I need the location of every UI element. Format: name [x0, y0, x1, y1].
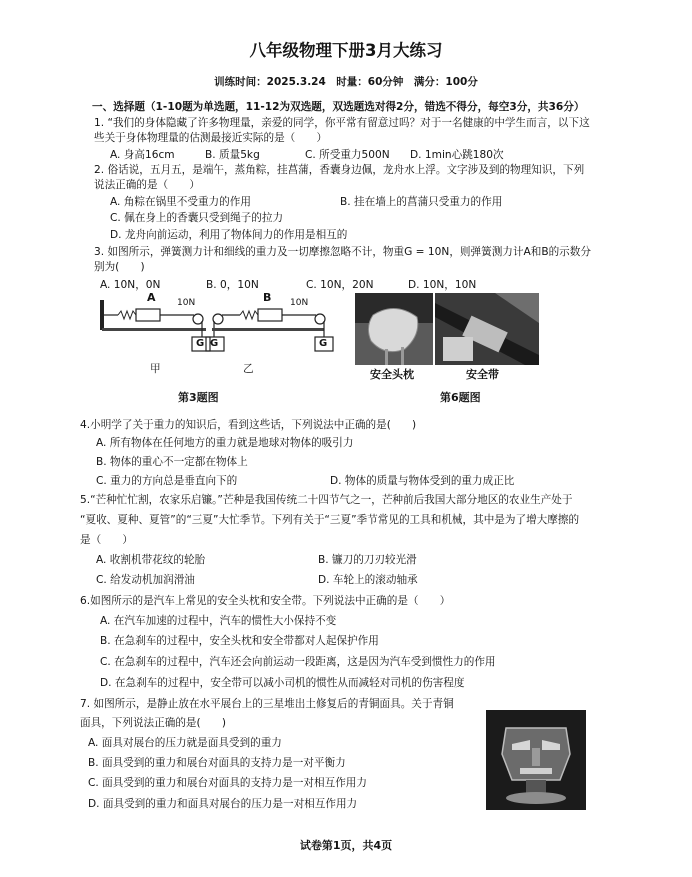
photo-right-caption: 安全带: [466, 368, 499, 381]
exam-info: 训练时间：2025.3.24 时量：60分钟 满分：100分: [214, 76, 478, 88]
q5-stem-line1: 5.“芒种忙忙割，农家乐启镰。”芒种是我国传统二十四节气之一，芒种前后我国大部分地区的农业生产处于: [80, 494, 573, 506]
q4-option-a: A. 所有物体在任何地方的重力就是地球对物体的吸引力: [96, 437, 354, 449]
q7-option-b: B. 面具受到的重力和展台对面具的支持力是一对平衡力: [88, 757, 346, 769]
q6-option-b: B. 在急刹车的过程中，安全头枕和安全带都对人起保护作用: [100, 635, 379, 647]
q2-option-b: B. 挂在墙上的菖蒲只受重力的作用: [340, 196, 503, 208]
q5-option-d: D. 车轮上的滚动轴承: [318, 574, 418, 586]
q3-option-b: B. 0，10N: [206, 279, 259, 291]
q1-option-a: A. 身高16cm: [110, 149, 175, 161]
q7-stem-line2: 面具，下列说法正确的是( ): [80, 717, 226, 729]
q6-stem: 6.如图所示的是汽车上常见的安全头枕和安全带。下列说法中正确的是（ ）: [80, 595, 451, 607]
weight-label-2: G: [210, 338, 219, 349]
left-caption: 甲: [150, 363, 161, 375]
q5-option-c: C. 给发动机加润滑油: [96, 574, 195, 586]
fig3-caption: 第3题图: [178, 391, 219, 404]
q5-stem-line2: “夏收、夏种、夏管”的“三夏”大忙季节。下列有关于“三夏”季节常见的工具和机械，其中是为了增大摩擦的: [80, 514, 580, 526]
q7-option-a: A. 面具对展台的压力就是面具受到的重力: [88, 737, 282, 749]
q3-option-d: D. 10N，10N: [408, 279, 477, 291]
right-caption: 乙: [243, 363, 254, 375]
weight-label-1: G: [196, 338, 205, 349]
q1-stem-line1: 1. “我们的身体隐藏了许多物理量，亲爱的同学，你平常有留意过吗？对于一名健康的中学生而言，以下这: [94, 117, 590, 129]
bronze-mask-photo: [486, 710, 586, 810]
q6-option-d: D. 在急刹车的过程中，安全带可以减小司机的惯性从而减轻对司机的伤害程度: [100, 677, 465, 689]
weight-label-3: G: [319, 338, 328, 349]
q2-option-a: A. 角粽在锅里不受重力的作用: [110, 196, 251, 208]
q7-option-c: C. 面具受到的重力和展台对面具的支持力是一对相互作用力: [88, 777, 367, 789]
q1-option-c: C. 所受重力500N: [305, 149, 390, 161]
q6-option-a: A. 在汽车加速的过程中，汽车的惯性大小保持不变: [100, 615, 337, 627]
q4-stem: 4.小明学了关于重力的知识后，看到这些话，下列说法中正确的是( ): [80, 419, 417, 431]
q3-stem-line1: 3. 如图所示，弹簧测力计和细线的重力及一切摩擦忽略不计，物重G = 10N，则弹簧测力计A和B的示数分: [94, 246, 591, 258]
q6-option-c: C. 在急刹车的过程中，汽车还会向前运动一段距离，这是因为汽车受到惯性力的作用: [100, 656, 496, 668]
q2-stem-line2: 说法正确的是（ ）: [94, 179, 200, 191]
q3-option-c: C. 10N，20N: [306, 279, 374, 291]
q2-option-c: C. 佩在身上的香囊只受到绳子的拉力: [110, 212, 284, 224]
q7-stem-line1: 7. 如图所示，是静止放在水平展台上的三星堆出土修复后的青铜面具。关于青铜: [80, 698, 454, 710]
q2-stem-line1: 2. 俗话说，五月五，是端午，蒸角粽，挂菖蒲，香囊身边佩，龙舟水上浮。文字涉及到的物理知识，下列: [94, 164, 585, 176]
reading-label-a: 10N: [177, 298, 196, 308]
page-footer: 试卷第1页，共4页: [299, 839, 393, 852]
section-heading: 一、选择题（1-10题为单选题，11-12为双选题，双选题选对得2分，错选不得分，每空3分，共36分）: [92, 101, 585, 113]
q1-stem-line2: 些关于身体物理量的估测最接近实际的是（ ）: [94, 132, 328, 144]
reading-label-b: 10N: [290, 298, 309, 308]
q7-option-d: D. 面具受到的重力和面具对展台的压力是一对相互作用力: [88, 798, 358, 810]
q4-option-d: D. 物体的质量与物体受到的重力成正比: [330, 475, 515, 487]
q2-option-d: D. 龙舟向前运动，利用了物体间力的作用是相互的: [110, 229, 348, 241]
q1-option-d: D. 1min心跳180次: [410, 149, 504, 161]
q4-option-b: B. 物体的重心不一定都在物体上: [96, 456, 248, 468]
photo-left-caption: 安全头枕: [370, 368, 414, 381]
q5-stem-line3: 是（ ）: [80, 534, 133, 546]
headrest-photo: [355, 293, 433, 365]
fig6-caption: 第6题图: [440, 391, 481, 404]
q4-option-c: C. 重力的方向总是垂直向下的: [96, 475, 238, 487]
q5-option-b: B. 镰刀的刀刃较光滑: [318, 554, 417, 566]
q3-option-a: A. 10N，0N: [100, 279, 161, 291]
seatbelt-photo: [435, 293, 539, 365]
spring-b-label: B: [263, 291, 272, 304]
q3-stem-line2: 别为( ): [94, 261, 145, 273]
spring-a-label: A: [147, 291, 156, 304]
page-title: 八年级物理下册3月大练习: [249, 41, 443, 60]
q1-option-b: B. 质量5kg: [205, 149, 260, 161]
q5-option-a: A. 收割机带花纹的轮胎: [96, 554, 206, 566]
